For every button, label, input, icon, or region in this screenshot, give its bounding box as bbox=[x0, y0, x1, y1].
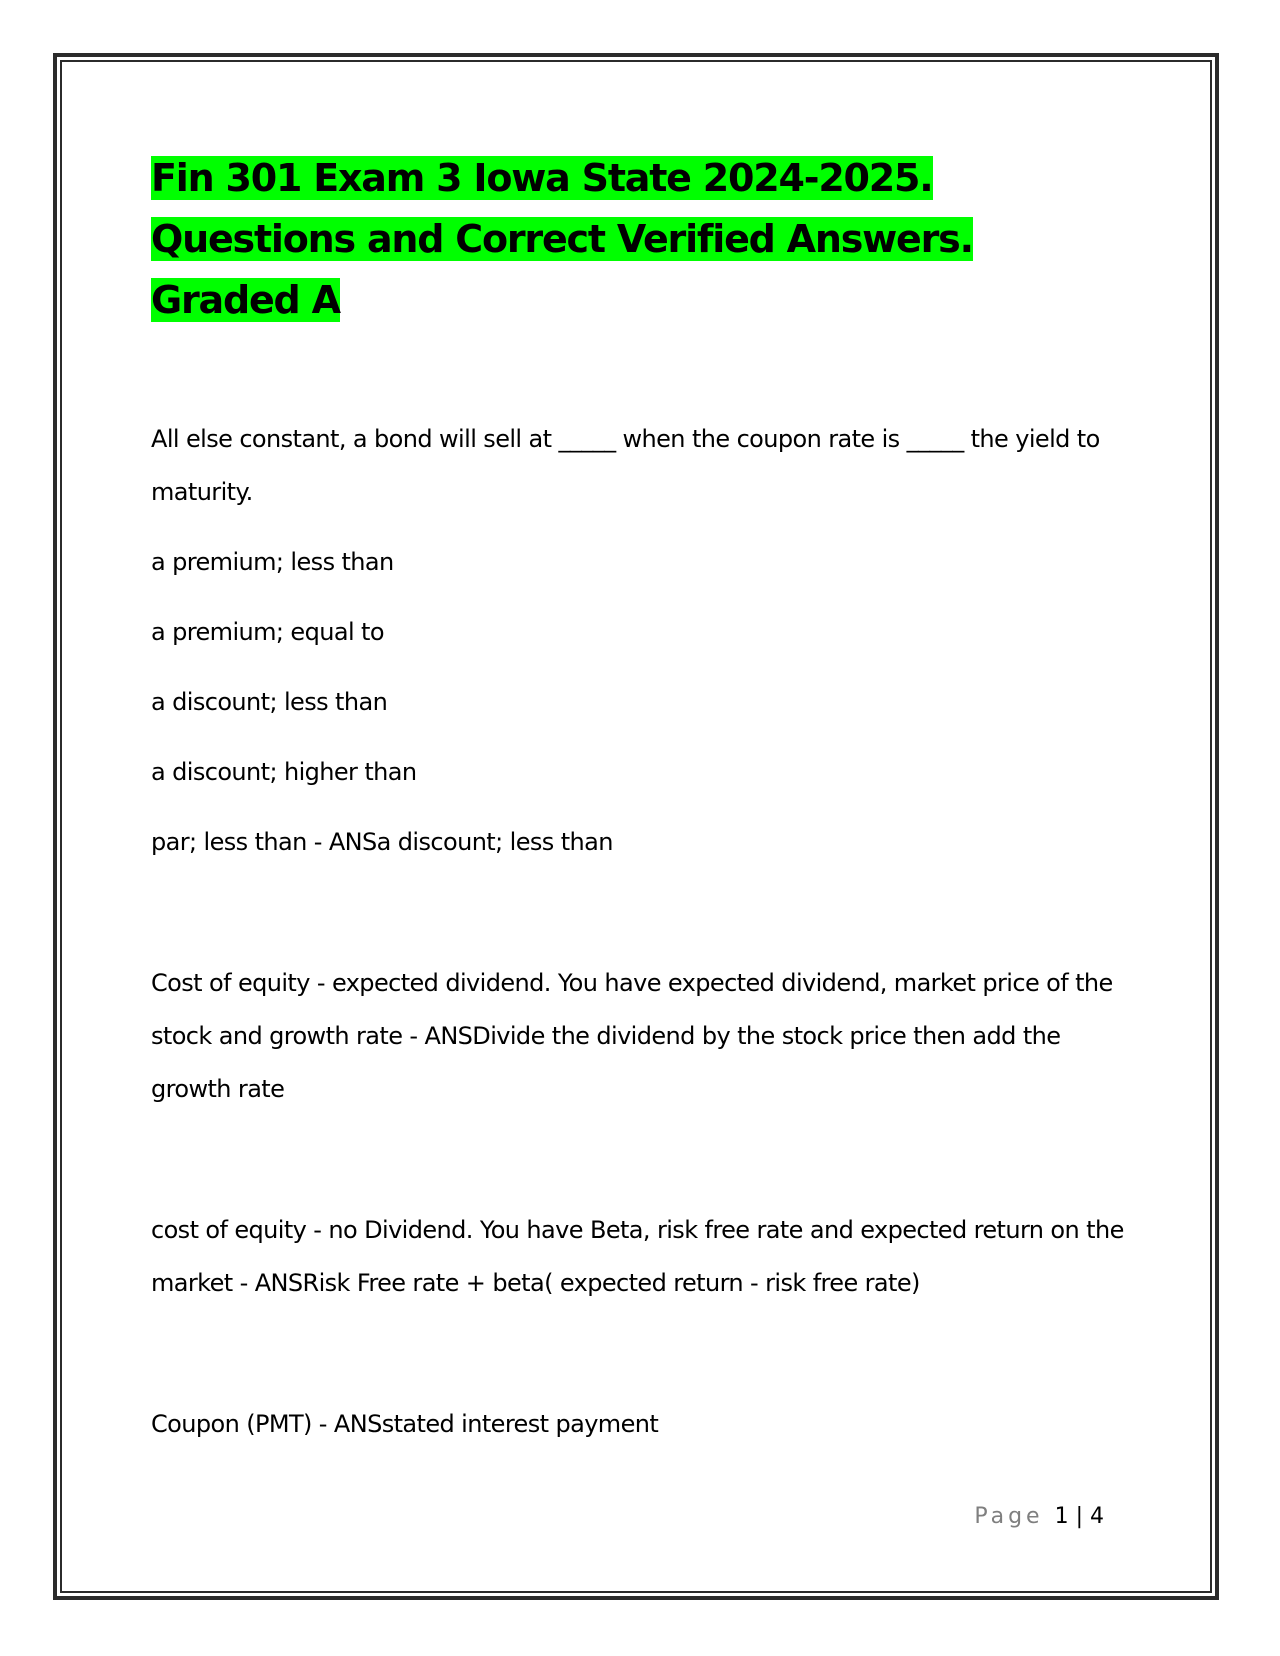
question-1-option-5-answer: par; less than - ANSa discount; less than bbox=[151, 828, 613, 856]
footer-page-number: 1 bbox=[1054, 1504, 1069, 1529]
document-body bbox=[151, 148, 1131, 1451]
question-3-text: cost of equity - no Dividend. You have Beta, risk free rate and expected return on the market - ANSRisk Free rate + beta( expected return - risk free rate) bbox=[151, 1216, 1124, 1297]
question-1-option-3: a discount; less than bbox=[151, 688, 388, 716]
title-line-3: Graded A bbox=[151, 278, 340, 322]
title-line-1: Fin 301 Exam 3 Iowa State 2024-2025. bbox=[151, 156, 933, 200]
document-title bbox=[151, 148, 1131, 331]
question-4-text: Coupon (PMT) - ANSstated interest payment bbox=[151, 1410, 659, 1438]
question-1-text: All else constant, a bond will sell at _____ when the coupon rate is _____ the yield to maturity. bbox=[151, 425, 1100, 506]
question-1-option-2: a premium; equal to bbox=[151, 618, 384, 646]
footer-page-word: Page bbox=[974, 1504, 1044, 1529]
question-2-text: Cost of equity - expected dividend. You have expected dividend, market price of the stock and growth rate - ANSDivide the dividend by the stock price then add the growth rate bbox=[151, 969, 1113, 1103]
page-footer bbox=[974, 1504, 1104, 1529]
footer-separator: | bbox=[1075, 1504, 1083, 1529]
title-line-2: Questions and Correct Verified Answers. bbox=[151, 217, 973, 261]
footer-total-pages: 4 bbox=[1090, 1504, 1104, 1529]
question-1-option-1: a premium; less than bbox=[151, 548, 394, 576]
question-1-option-4: a discount; higher than bbox=[151, 758, 417, 786]
